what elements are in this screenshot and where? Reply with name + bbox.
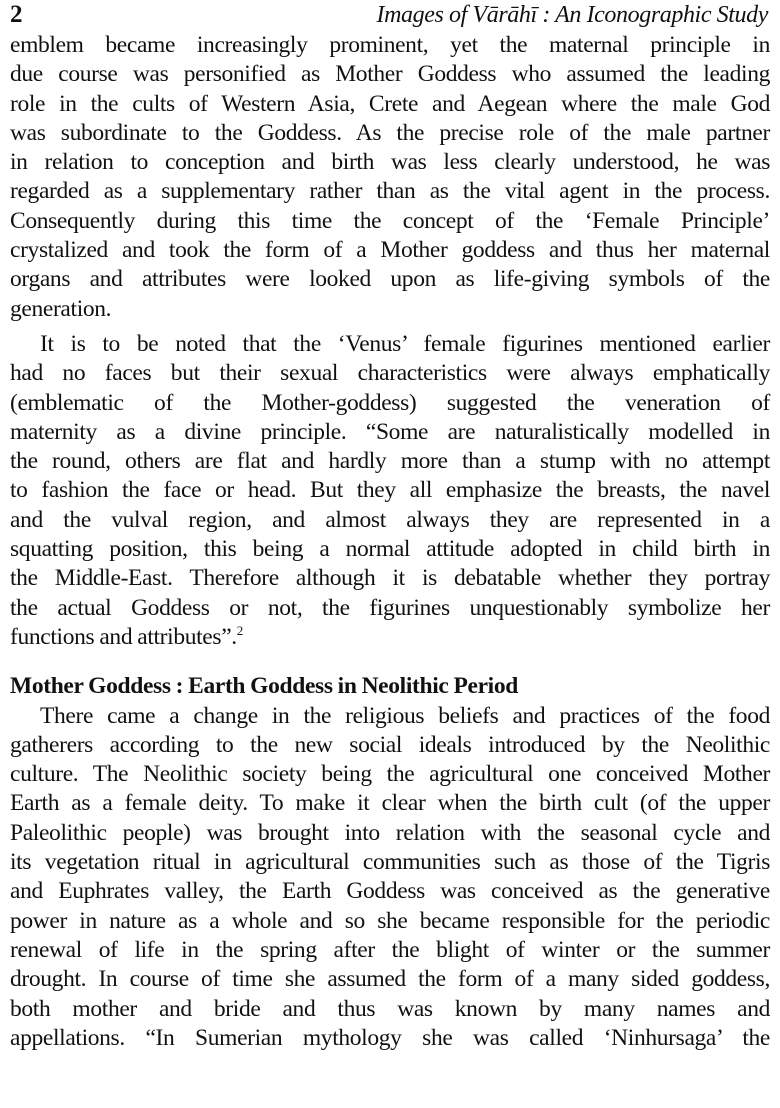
text-line: Consequently during this time the concept of the ‘Female Principle’ — [10, 207, 770, 234]
running-title: Images of Vārāhī : An Iconographic Study — [376, 2, 768, 28]
text-line: role in the cults of Western Asia, Crete and Aegean where the male God — [10, 90, 770, 117]
text-line: due course was personified as Mother Goddess who assumed the leading — [10, 61, 770, 88]
text-line: to fashion the face or head. But they all emphasize the breasts, the navel — [10, 477, 770, 504]
paragraph-3 — [10, 702, 770, 1054]
text-line: its vegetation ritual in agricultural communities such as those of the Tigris — [10, 849, 770, 876]
running-header — [0, 0, 780, 34]
text-line: the Middle-East. Therefore although it is debatable whether they portray — [10, 565, 770, 592]
text-line: Earth as a female deity. To make it clear when the birth cult (of the upper — [10, 790, 770, 817]
text-line: generation. — [10, 295, 112, 322]
text-line: emblem became increasingly prominent, yet the maternal principle in — [10, 32, 770, 58]
text-line: had no faces but their sexual characteristics were always emphatically — [10, 360, 770, 387]
text-line: functions and attributes”.$^2$ — [10, 622, 243, 650]
text-line: maternity as a divine principle. “Some are naturalistically modelled in — [10, 418, 770, 445]
text-line: in relation to conception and birth was less clearly understood, he was — [10, 149, 770, 176]
text-line: There came a change in the religious beliefs and practices of the food — [40, 702, 770, 729]
text-line: gatherers according to the new social ideals introduced by the Neolithic — [10, 731, 770, 758]
text-line: Paleolithic people) was brought into relation with the seasonal cycle and — [10, 819, 770, 846]
text-line: culture. The Neolithic society being the agricultural one conceived Mother — [10, 761, 770, 788]
text-line: squatting position, this being a normal attitude adopted in child birth in — [10, 536, 770, 563]
text-line: organs and attributes were looked upon as life-giving symbols of the — [10, 266, 770, 293]
text-line: and the vulval region, and almost always they are represented in a — [10, 506, 770, 533]
text-line: and Euphrates valley, the Earth Goddess was conceived as the generative — [10, 878, 770, 905]
page-body — [10, 31, 770, 1053]
paragraph-1 — [10, 31, 770, 324]
text-line: crystalized and took the form of a Mother goddess and thus her maternal — [10, 237, 770, 264]
text-line: renewal of life in the spring after the blight of winter or the summer — [10, 936, 770, 963]
text-line: both mother and bride and thus was known by many names and — [10, 995, 770, 1022]
text-line: (emblematic of the Mother-goddess) suggested the veneration of — [10, 389, 770, 416]
text-line: regarded as a supplementary rather than as the vital agent in the process. — [10, 178, 770, 205]
text-line: was subordinate to the Goddess. As the precise role of the male partner — [10, 119, 770, 146]
footnote-reference[interactable]: 2 — [236, 622, 243, 638]
text-line: the round, others are flat and hardly more than a stump with no attempt — [10, 448, 770, 475]
text-line: drought. In course of time she assumed the form of a many sided goddess, — [10, 966, 770, 993]
paragraph-2 — [10, 330, 770, 652]
page-number: 2 — [10, 1, 23, 28]
text-line: It is to be noted that the ‘Venus’ female figurines mentioned earlier — [40, 330, 770, 357]
text-line: appellations. “In Sumerian mythology she was called ‘Ninhursaga’ the — [10, 1024, 770, 1051]
text-line: power in nature as a whole and so she became responsible for the periodic — [10, 907, 770, 934]
text-line: the actual Goddess or not, the figurines unquestionably symbolize her — [10, 594, 770, 621]
section-heading: Mother Goddess : Earth Goddess in Neolithic Period — [10, 673, 518, 700]
